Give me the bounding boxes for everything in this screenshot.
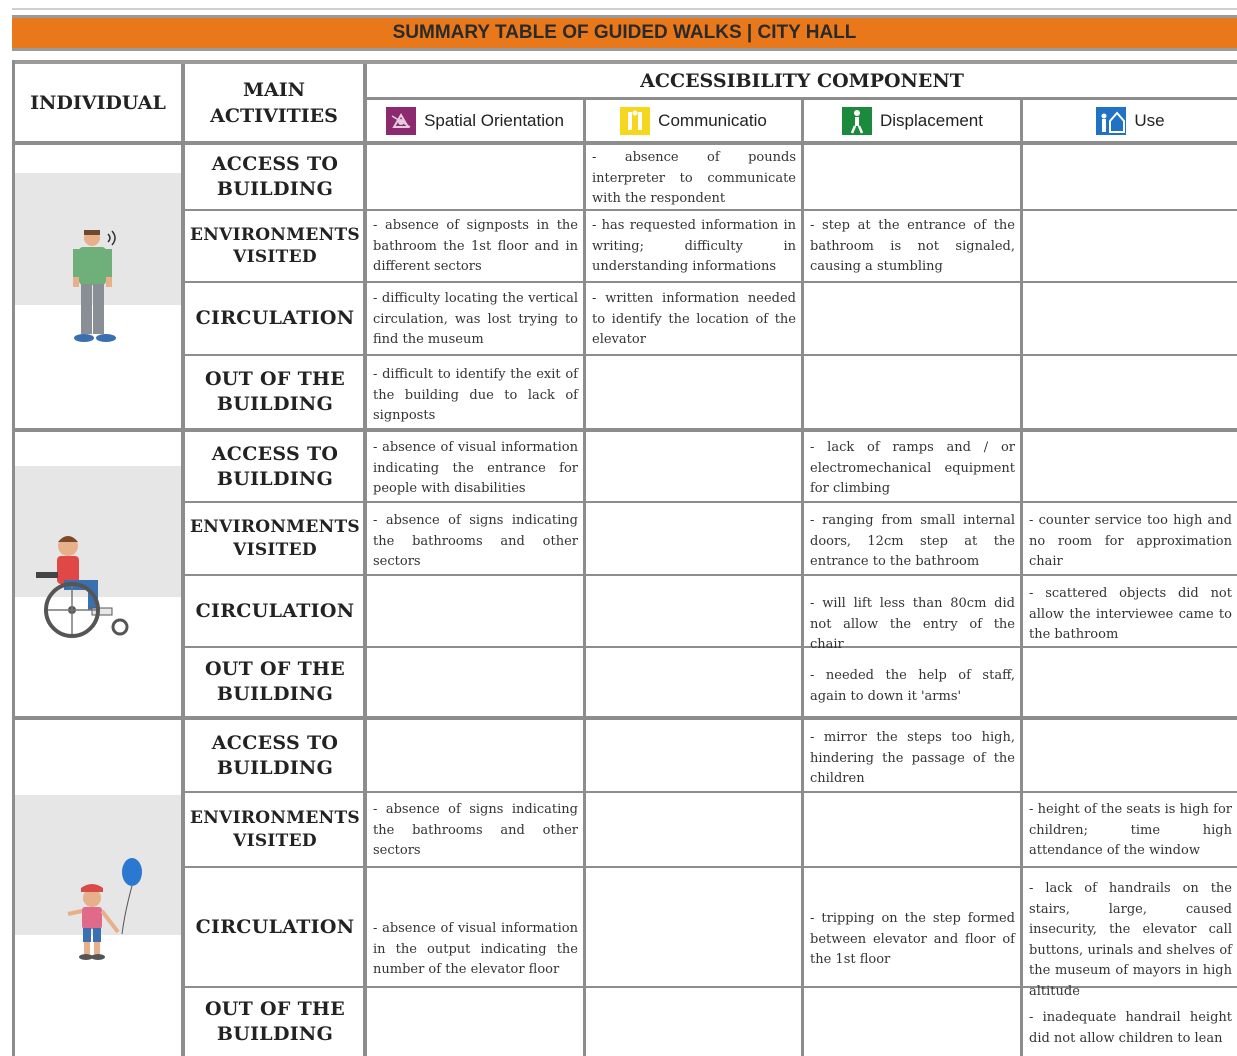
grid-vline xyxy=(12,60,15,1056)
table-cell: - lack of handrails on the stairs, large, caused insecurity, the elevator call buttons, urinals and shelves of the museum of mayors in high altitude xyxy=(1029,881,1232,999)
table-cell: - absence of visual information indicating the entrance for people with disabilities xyxy=(373,440,578,496)
hearing-impaired-man-figure xyxy=(70,226,140,350)
communication-icon xyxy=(620,107,650,135)
column-label-spatial-orientation: Spatial Orientation xyxy=(424,111,564,130)
table-cell: - will lift less than 80cm did not allow the entry of the chair xyxy=(810,596,1015,652)
table-cell: - written information needed to identify the location of the elevator xyxy=(592,291,796,347)
header-rule xyxy=(12,60,1237,64)
table-cell: - inadequate handrail height did not allow children to lean xyxy=(1029,1010,1232,1046)
table-title: SUMMARY TABLE OF GUIDED WALKS | CITY HALL xyxy=(12,15,1237,51)
table-cell: - absence of pounds interpreter to communicate with the respondent xyxy=(592,150,796,206)
activity-label: ACCESS TO BUILDING xyxy=(211,442,339,490)
activity-label: ACCESS TO BUILDING xyxy=(211,153,339,200)
table-cell: - has requested information in writing; difficulty in understanding informations xyxy=(592,218,796,274)
top-rule xyxy=(12,8,1237,10)
column-header-displacement xyxy=(805,101,1020,141)
table-cell: - lack of ramps and / or electromechanical equipment for climbing xyxy=(810,440,1015,496)
table-cell: - step at the entrance of the bathroom is not signaled, causing a stumbling xyxy=(810,218,1015,274)
displacement-icon xyxy=(842,107,872,135)
table-cell: - scattered objects did not allow the interviewee came to the bathroom xyxy=(1029,586,1232,642)
table-cell: - absence of signs indicating the bathrooms and other sectors xyxy=(373,802,578,858)
grid-hline xyxy=(367,97,1237,100)
table-cell: - absence of visual information in the output indicating the number of the elevator floor xyxy=(373,921,578,977)
activity-label: OUT OF THE BUILDING xyxy=(204,658,346,705)
accessibility-component-header: ACCESSIBILITY COMPONENT xyxy=(640,70,964,93)
column-header-spatial-orientation xyxy=(367,101,583,141)
individual-header: INDIVIDUAL xyxy=(30,91,166,114)
table-cell: - needed the help of staff, again to down it 'arms' xyxy=(810,668,1015,704)
activity-label: OUT OF THE BUILDING xyxy=(204,998,346,1045)
activity-label: ENVIRONMENTS VISITED xyxy=(190,808,360,851)
spatial-orientation-icon xyxy=(386,107,416,135)
wheelchair-user-figure xyxy=(30,532,145,646)
column-header-communication xyxy=(586,101,801,141)
activity-label: ACCESS TO BUILDING xyxy=(211,731,339,779)
table-cell: - absence of signposts in the bathroom the 1st floor and in different sectors xyxy=(373,218,578,274)
use-icon xyxy=(1096,107,1126,135)
table-cell: - ranging from small internal doors, 12cm step at the entrance to the bathroom xyxy=(810,513,1015,569)
activity-label: CIRCULATION xyxy=(195,307,355,330)
table-cell: - difficulty locating the vertical circulation, was lost trying to find the museum xyxy=(373,291,578,347)
table-cell: - mirror the steps too high, hindering the passage of the children xyxy=(810,730,1015,786)
activity-label: CIRCULATION xyxy=(195,599,355,622)
child-with-balloon-figure xyxy=(60,856,150,970)
column-header-use xyxy=(1024,101,1237,141)
column-label-use: Use xyxy=(1134,111,1165,130)
table-cell: - height of the seats is high for children; time high attendance of the window xyxy=(1029,802,1232,858)
column-label-communication: Communicatio xyxy=(658,111,767,130)
column-label-displacement: Displacement xyxy=(880,111,983,130)
activity-label: CIRCULATION xyxy=(195,915,355,938)
table-cell: - difficult to identify the exit of the building due to lack of signposts xyxy=(373,367,578,423)
activity-label: ENVIRONMENTS VISITED xyxy=(190,517,360,560)
table-cell: - counter service too high and no room for approximation chair xyxy=(1029,513,1232,569)
activity-label: OUT OF THE BUILDING xyxy=(204,368,346,415)
main-activities-header: MAIN ACTIVITIES xyxy=(210,78,338,127)
table-cell: - tripping on the step formed between elevator and floor of the 1st floor xyxy=(810,911,1015,967)
table-cell: - absence of signs indicating the bathrooms and other sectors xyxy=(373,513,578,569)
activity-label: ENVIRONMENTS VISITED xyxy=(190,224,360,267)
